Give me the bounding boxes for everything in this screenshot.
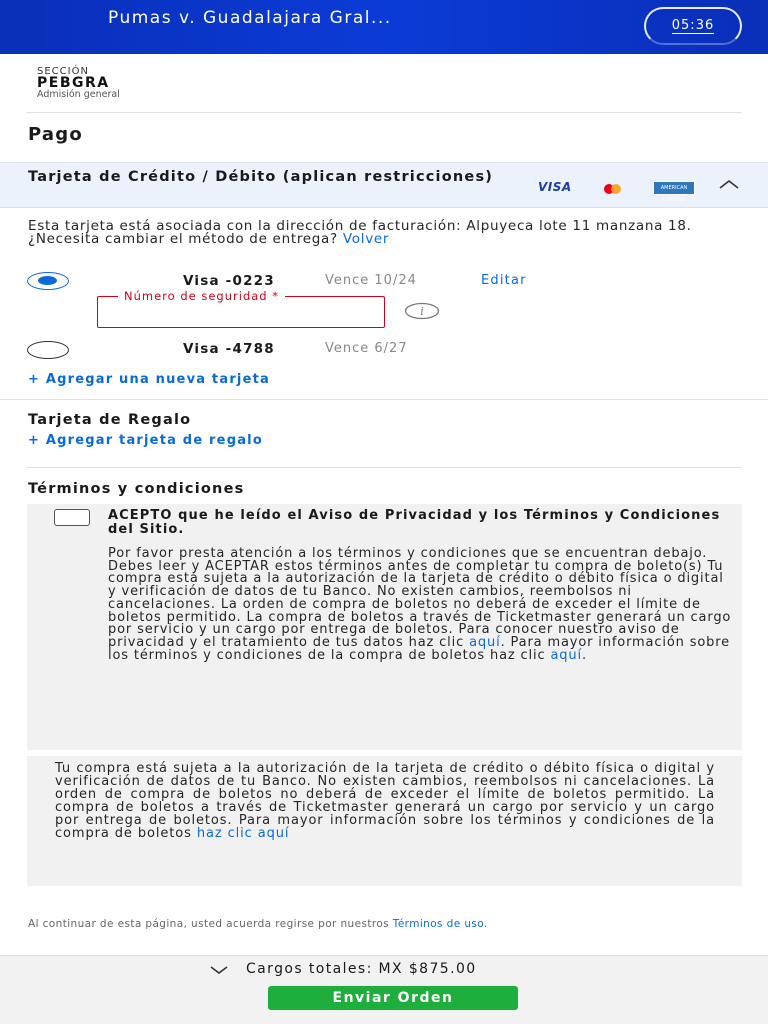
- terms-of-use-link[interactable]: Términos de uso: [392, 918, 484, 930]
- event-title: Pumas v. Guadalajara Gral...: [108, 8, 392, 28]
- section-info: [0, 54, 768, 114]
- legal-notice: [28, 918, 488, 930]
- summary-text: [55, 762, 715, 840]
- section-subtitle: Admisión general: [37, 89, 120, 100]
- page-title: Pago: [28, 124, 83, 145]
- accept-terms-checkbox[interactable]: [54, 509, 90, 526]
- chevron-up-icon[interactable]: [718, 178, 740, 190]
- amex-logo: AMERICAN EXPRESS: [653, 181, 695, 195]
- terms-text: .: [581, 647, 587, 663]
- back-link[interactable]: Volver: [342, 231, 390, 247]
- divider: [0, 399, 768, 400]
- terms-text: . Para mayor información sobre los términos y condiciones de la compra de boletos haz clic: [108, 634, 730, 663]
- event-header: [0, 0, 768, 54]
- summary-link[interactable]: haz clic aquí: [196, 826, 290, 841]
- billing-address-text: [28, 220, 744, 246]
- edit-card-link[interactable]: Editar: [481, 273, 527, 288]
- terms-text: Por favor presta atención a los términos y condiciones que se encuentran debajo. Debes leer y ACEPTAR estos términos antes de completar tu compra de boleto(s) Tu compra está sujeta a la autorización de la tarjeta de crédito o débito física o digital y verificación de datos de tu Banco. No existen cambios, reembolsos ni cancelaciones. La orden de compra de boletos no deberá de exceder el límite de boletos permitido. La compra de boletos a través de Ticketmaster generará un cargo por servicio y un cargo por entrega de boletos. Para conocer nuestro aviso de privacidad y el tratamiento de tus datos haz clic: [108, 546, 732, 650]
- card-expiry: Vence 10/24: [325, 273, 417, 288]
- chevron-down-icon[interactable]: [208, 965, 230, 975]
- card-name: Visa -4788: [183, 341, 275, 357]
- summary-body: Tu compra está sujeta a la autorización de la tarjeta de crédito o débito física o digital y verificación de datos de tu Banco. No existen cambios, reembolsos ni cancelaciones. La orden de compra de boletos no deberá de exceder el límite de boletos permitido. La compra de boletos a través de Ticketmaster generará un cargo por servicio y un cargo por entrega de boletos. Para mayor información sobre los términos y condiciones de la compra de boletos: [55, 761, 715, 841]
- gift-card-title: Tarjeta de Regalo: [28, 412, 192, 428]
- terms-body: [108, 548, 734, 662]
- legal-end: .: [483, 918, 488, 930]
- mastercard-logo: [598, 181, 640, 195]
- privacy-link[interactable]: aquí: [469, 634, 501, 650]
- security-code-label: Número de seguridad *: [118, 289, 285, 303]
- section-code: PEBGRA: [37, 75, 110, 91]
- info-icon[interactable]: [404, 302, 440, 320]
- add-gift-card-link[interactable]: + Agregar tarjeta de regalo: [28, 433, 263, 448]
- terms-link[interactable]: aquí: [550, 647, 582, 663]
- total-charges[interactable]: Cargos totales: MX $875.00: [246, 961, 477, 977]
- card-name: Visa -0223: [183, 273, 275, 289]
- timer-value: 05:36: [671, 18, 715, 33]
- countdown-timer: [644, 7, 742, 45]
- section-label: SECCIÓN: [37, 66, 89, 77]
- card-section-title: Tarjeta de Crédito / Débito (aplican restricciones): [28, 169, 494, 185]
- submit-order-button[interactable]: Enviar Orden: [268, 986, 518, 1010]
- add-new-card-link[interactable]: + Agregar una nueva tarjeta: [28, 372, 270, 387]
- card-accordion-header[interactable]: [0, 162, 768, 208]
- visa-logo: VISA: [538, 180, 572, 194]
- accept-terms-label: ACEPTO que he leído el Aviso de Privacidad y los Términos y Condiciones del Sitio.: [108, 508, 721, 537]
- svg-text:i: i: [420, 305, 424, 318]
- terms-title: Términos y condiciones: [28, 481, 245, 497]
- card-radio-selected[interactable]: [27, 272, 69, 290]
- divider: [26, 112, 742, 113]
- divider: [26, 467, 742, 468]
- card-radio[interactable]: [27, 341, 69, 359]
- address-text: Esta tarjeta está asociada con la dirección de facturación: Alpuyeca lote 11 manzana 18. ¿Necesita cambiar el método de entrega?: [28, 218, 692, 247]
- card-expiry: Vence 6/27: [325, 341, 408, 356]
- legal-text: Al continuar de esta página, usted acuerda regirse por nuestros: [28, 918, 390, 930]
